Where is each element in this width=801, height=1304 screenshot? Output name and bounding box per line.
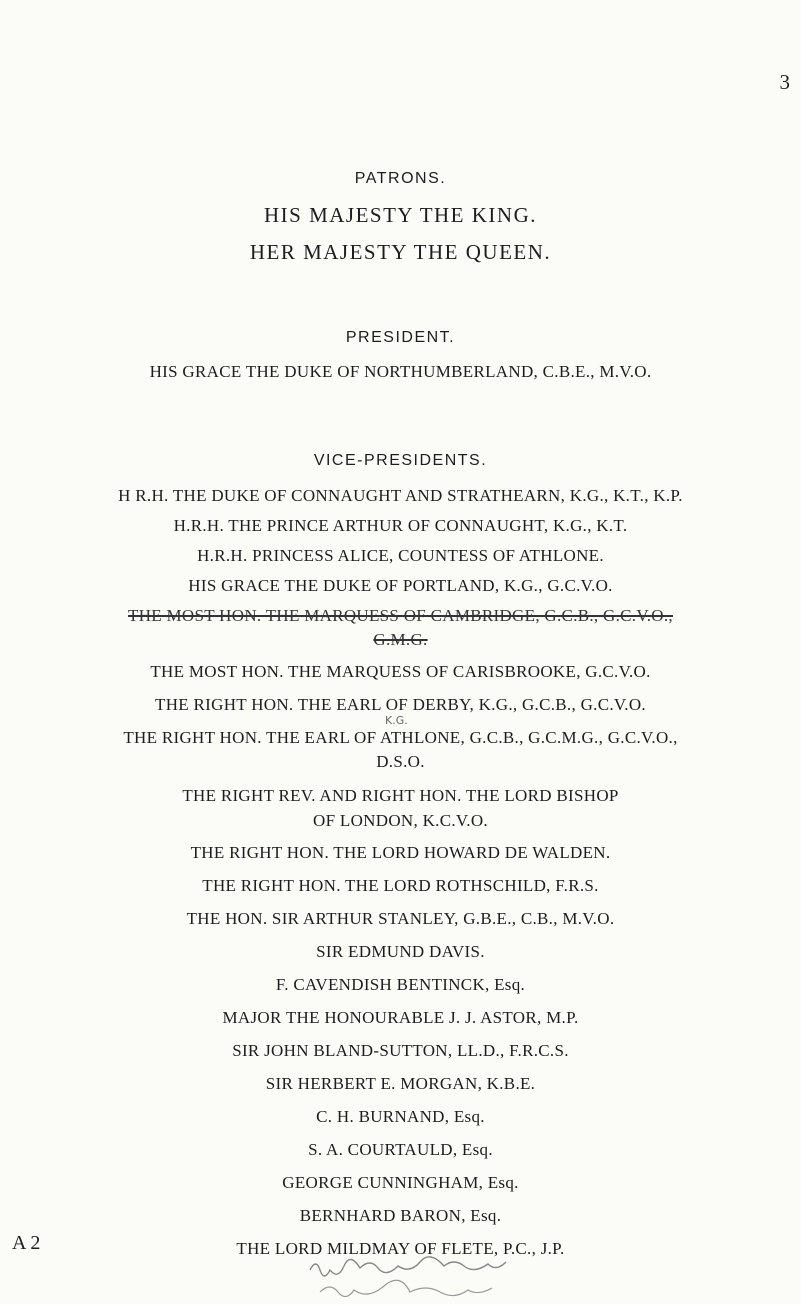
vice-president-line: MAJOR THE HONOURABLE J. J. ASTOR, M.P. [222, 1008, 579, 1027]
vice-president-line: C. H. BURNAND, Esq. [316, 1107, 485, 1126]
vice-president-line: BERNHARD BARON, Esq. [299, 1206, 502, 1225]
vice-president-line: S. A. COURTAULD, Esq. [308, 1140, 493, 1159]
vice-president-line: H.R.H. THE PRINCE ARTHUR OF CONNAUGHT, K.G., K.T. [173, 516, 628, 535]
vice-presidents-heading: VICE-PRESIDENTS. [313, 452, 488, 469]
patron-line: HER MAJESTY THE QUEEN. [249, 240, 552, 264]
vice-president-line: SIR HERBERT E. MORGAN, K.B.E. [265, 1074, 536, 1093]
vice-president-line: THE MOST HON. THE MARQUESS OF CARISBROOKE, G.C.V.O. [150, 662, 651, 681]
vice-president-line: THE LORD MILDMAY OF FLETE, P.C., J.P. [236, 1239, 565, 1258]
struck-vice-president-line: THE MOST HON. THE MARQUESS OF CAMBRIDGE, G.C.B., G.C.V.O., [128, 606, 673, 625]
vice-president-line: HIS GRACE THE DUKE OF PORTLAND, K.G., G.C.V.O. [188, 576, 613, 595]
vice-president-line: D.S.O. [376, 752, 425, 771]
patrons-heading: PATRONS. [354, 170, 447, 187]
vice-president-line: H R.H. THE DUKE OF CONNAUGHT AND STRATHEARN, K.G., K.T., K.P. [118, 486, 683, 505]
handwritten-scrawl [300, 1252, 590, 1304]
vice-president-line: THE HON. SIR ARTHUR STANLEY, G.B.E., C.B., M.V.O. [186, 909, 615, 928]
signature-mark: A 2 [12, 1232, 41, 1254]
handwritten-insert: K.G. [385, 714, 408, 727]
president-line: HIS GRACE THE DUKE OF NORTHUMBERLAND, C.B.E., M.V.O. [149, 362, 652, 381]
vice-president-line: THE RIGHT REV. AND RIGHT HON. THE LORD BISHOP [182, 786, 619, 805]
president-heading: PRESIDENT. [345, 329, 456, 346]
vice-president-line: H.R.H. PRINCESS ALICE, COUNTESS OF ATHLONE. [197, 546, 604, 565]
vice-president-line: OF LONDON, K.C.V.O. [313, 811, 488, 830]
vice-president-line: THE RIGHT HON. THE LORD HOWARD DE WALDEN. [190, 843, 611, 862]
vice-president-line: SIR EDMUND DAVIS. [316, 942, 485, 961]
vice-president-line: THE RIGHT HON. THE LORD ROTHSCHILD, F.R.S. [202, 876, 599, 895]
vice-president-line: SIR JOHN BLAND-SUTTON, LL.D., F.R.C.S. [232, 1041, 569, 1060]
vice-president-line: THE RIGHT HON. THE EARL OF DERBY, K.G., G.C.B., G.C.V.O. [155, 695, 646, 714]
vice-president-line: GEORGE CUNNINGHAM, Esq. [282, 1173, 519, 1192]
page-number: 3 [779, 70, 790, 94]
vice-president-line: THE RIGHT HON. THE EARL OF ATHLONE, G.C.B., G.C.M.G., G.C.V.O., [123, 728, 678, 747]
patron-line: HIS MAJESTY THE KING. [264, 203, 537, 227]
struck-vice-president-line: G.M.G. [373, 630, 428, 649]
vice-president-line: F. CAVENDISH BENTINCK, Esq. [275, 975, 526, 994]
